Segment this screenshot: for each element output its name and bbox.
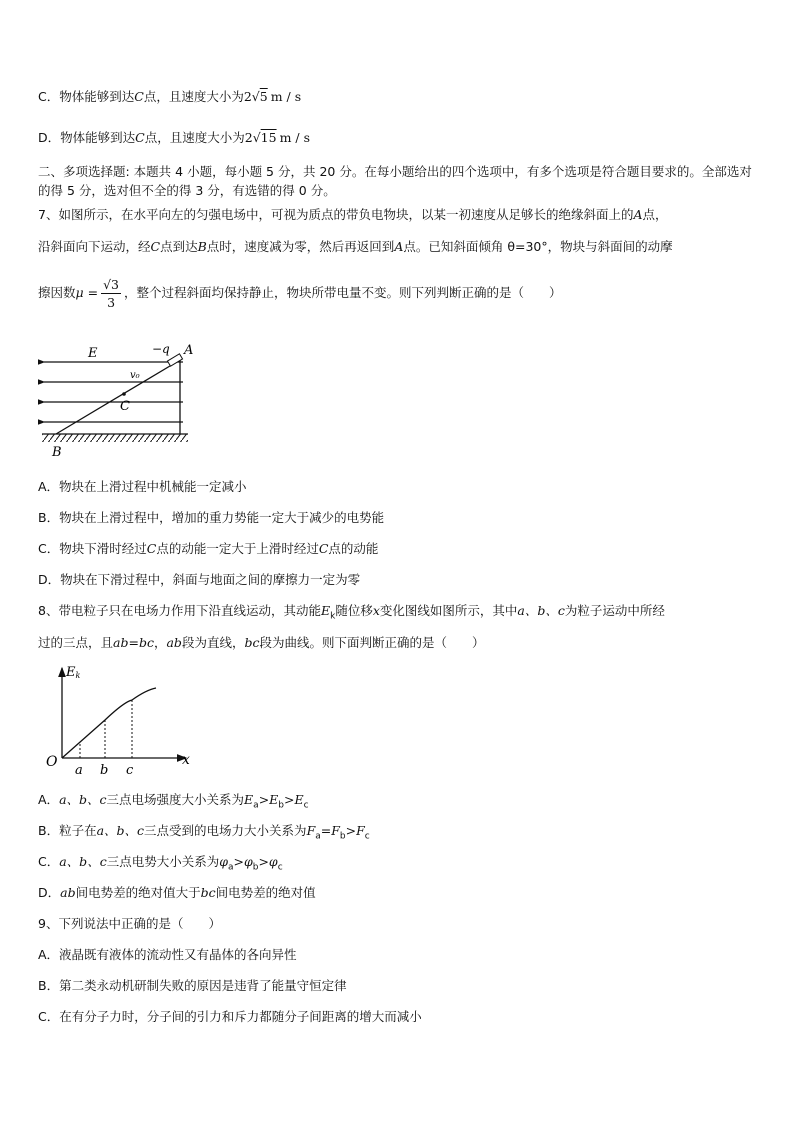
q7-stem-line-1: 7、如图所示，在水平向左的匀强电场中，可视为质点的带负电物块，以某一初速度从足够长的绝缘斜面上的A点， (38, 207, 668, 222)
q8-option-d: D．ab间电势差的绝对值大于bc间电势差的绝对值 (38, 885, 316, 900)
label-c: c (126, 763, 134, 778)
q9-stem: 9、下列说法中正确的是（ ） (38, 916, 221, 931)
q8-option-a: A．a、b、c三点电场强度大小关系为$E_a>E_b>E_c$ (38, 792, 309, 811)
sqrt-sign: √15 (252, 130, 277, 145)
point-C (122, 392, 126, 396)
label-B: B (52, 445, 62, 460)
q9-option-b: B．第二类永动机研制失败的原因是违背了能量守恒定律 (38, 978, 347, 993)
q8-stem-line-1: 8、带电粒子只在电场力作用下沿直线运动，其动能$E_k$随位移x变化图线如图所示，其中a、b、c为粒子运动中所经 (38, 603, 665, 622)
q6-option-c: C．物体能够到达C点，且速度大小为2√5 m / s (38, 89, 302, 104)
section-2-header: 二、多项选择题: 本题共 4 小题，每小题 5 分，共 20 分。在每小题给出的四个选项中，有多个选项是符合题目要求的。全部选对的得 5 分，选对但不全的得 3 分，有选错的得 0 分。 (38, 164, 752, 198)
label-Ek: Ek (66, 665, 81, 680)
label-b: b (100, 763, 109, 778)
label-a: a (75, 763, 83, 778)
q7-option-b: B．物块在上滑过程中，增加的重力势能一定大于减少的电势能 (38, 510, 385, 525)
label-A: A (184, 343, 194, 358)
q9-option-c: C．在有分子力时，分子间的引力和斥力都随分子间距离的增大而减小 (38, 1009, 422, 1024)
label-C: C (120, 399, 130, 414)
label-charge: −q (152, 342, 170, 356)
label-v0: v₀ (130, 370, 140, 381)
label-E: E (88, 346, 98, 361)
q7-option-a: A．物块在上滑过程中机械能一定减小 (38, 479, 247, 494)
incline-surface (56, 360, 180, 434)
q8-option-b: B．粒子在a、b、c三点受到的电场力大小关系为$F_a=F_b>F_c$ (38, 823, 370, 842)
friction-fraction: $\frac{√3}{3}$ (103, 277, 120, 310)
q7-option-c: C．物块下滑时经过C点的动能一定大于上滑时经过C点的动能 (38, 541, 379, 556)
label-O: O (46, 754, 58, 770)
q8-stem-line-2: 过的三点，且ab=bc，ab段为直线，bc段为曲线。则下面判断正确的是（ ） (38, 635, 485, 650)
ground-hatch (42, 434, 188, 442)
sqrt-sign: √5 (251, 89, 268, 104)
q9-option-a: A．液晶既有液体的流动性又有晶体的各向异性 (38, 947, 297, 962)
q6-option-d: D．物体能够到达C点，且速度大小为2√15 m / s (38, 130, 310, 145)
ek-curve (62, 688, 156, 758)
q8-option-c: C．a、b、c三点电势大小关系为$\varphi_a>\varphi_b>\varphi_c$ (38, 854, 283, 873)
q8-ek-x-graph (38, 662, 198, 780)
q7-incline-diagram (38, 336, 208, 460)
q7-stem-line-3: 擦因数μ = $\frac{√3}{3}$ ，整个过程斜面均保持静止，物块所带电量不变。则下列判断正确的是（ ） (38, 277, 562, 310)
q7-stem-line-2: 沿斜面向下运动，经C点到达B点时，速度减为零，然后再返回到A点。已知斜面倾角 θ=30°，物块与斜面间的动摩 (38, 239, 673, 254)
q7-option-d: D．物块在下滑过程中，斜面与地面之间的摩擦力一定为零 (38, 572, 361, 587)
label-x: x (182, 752, 190, 768)
